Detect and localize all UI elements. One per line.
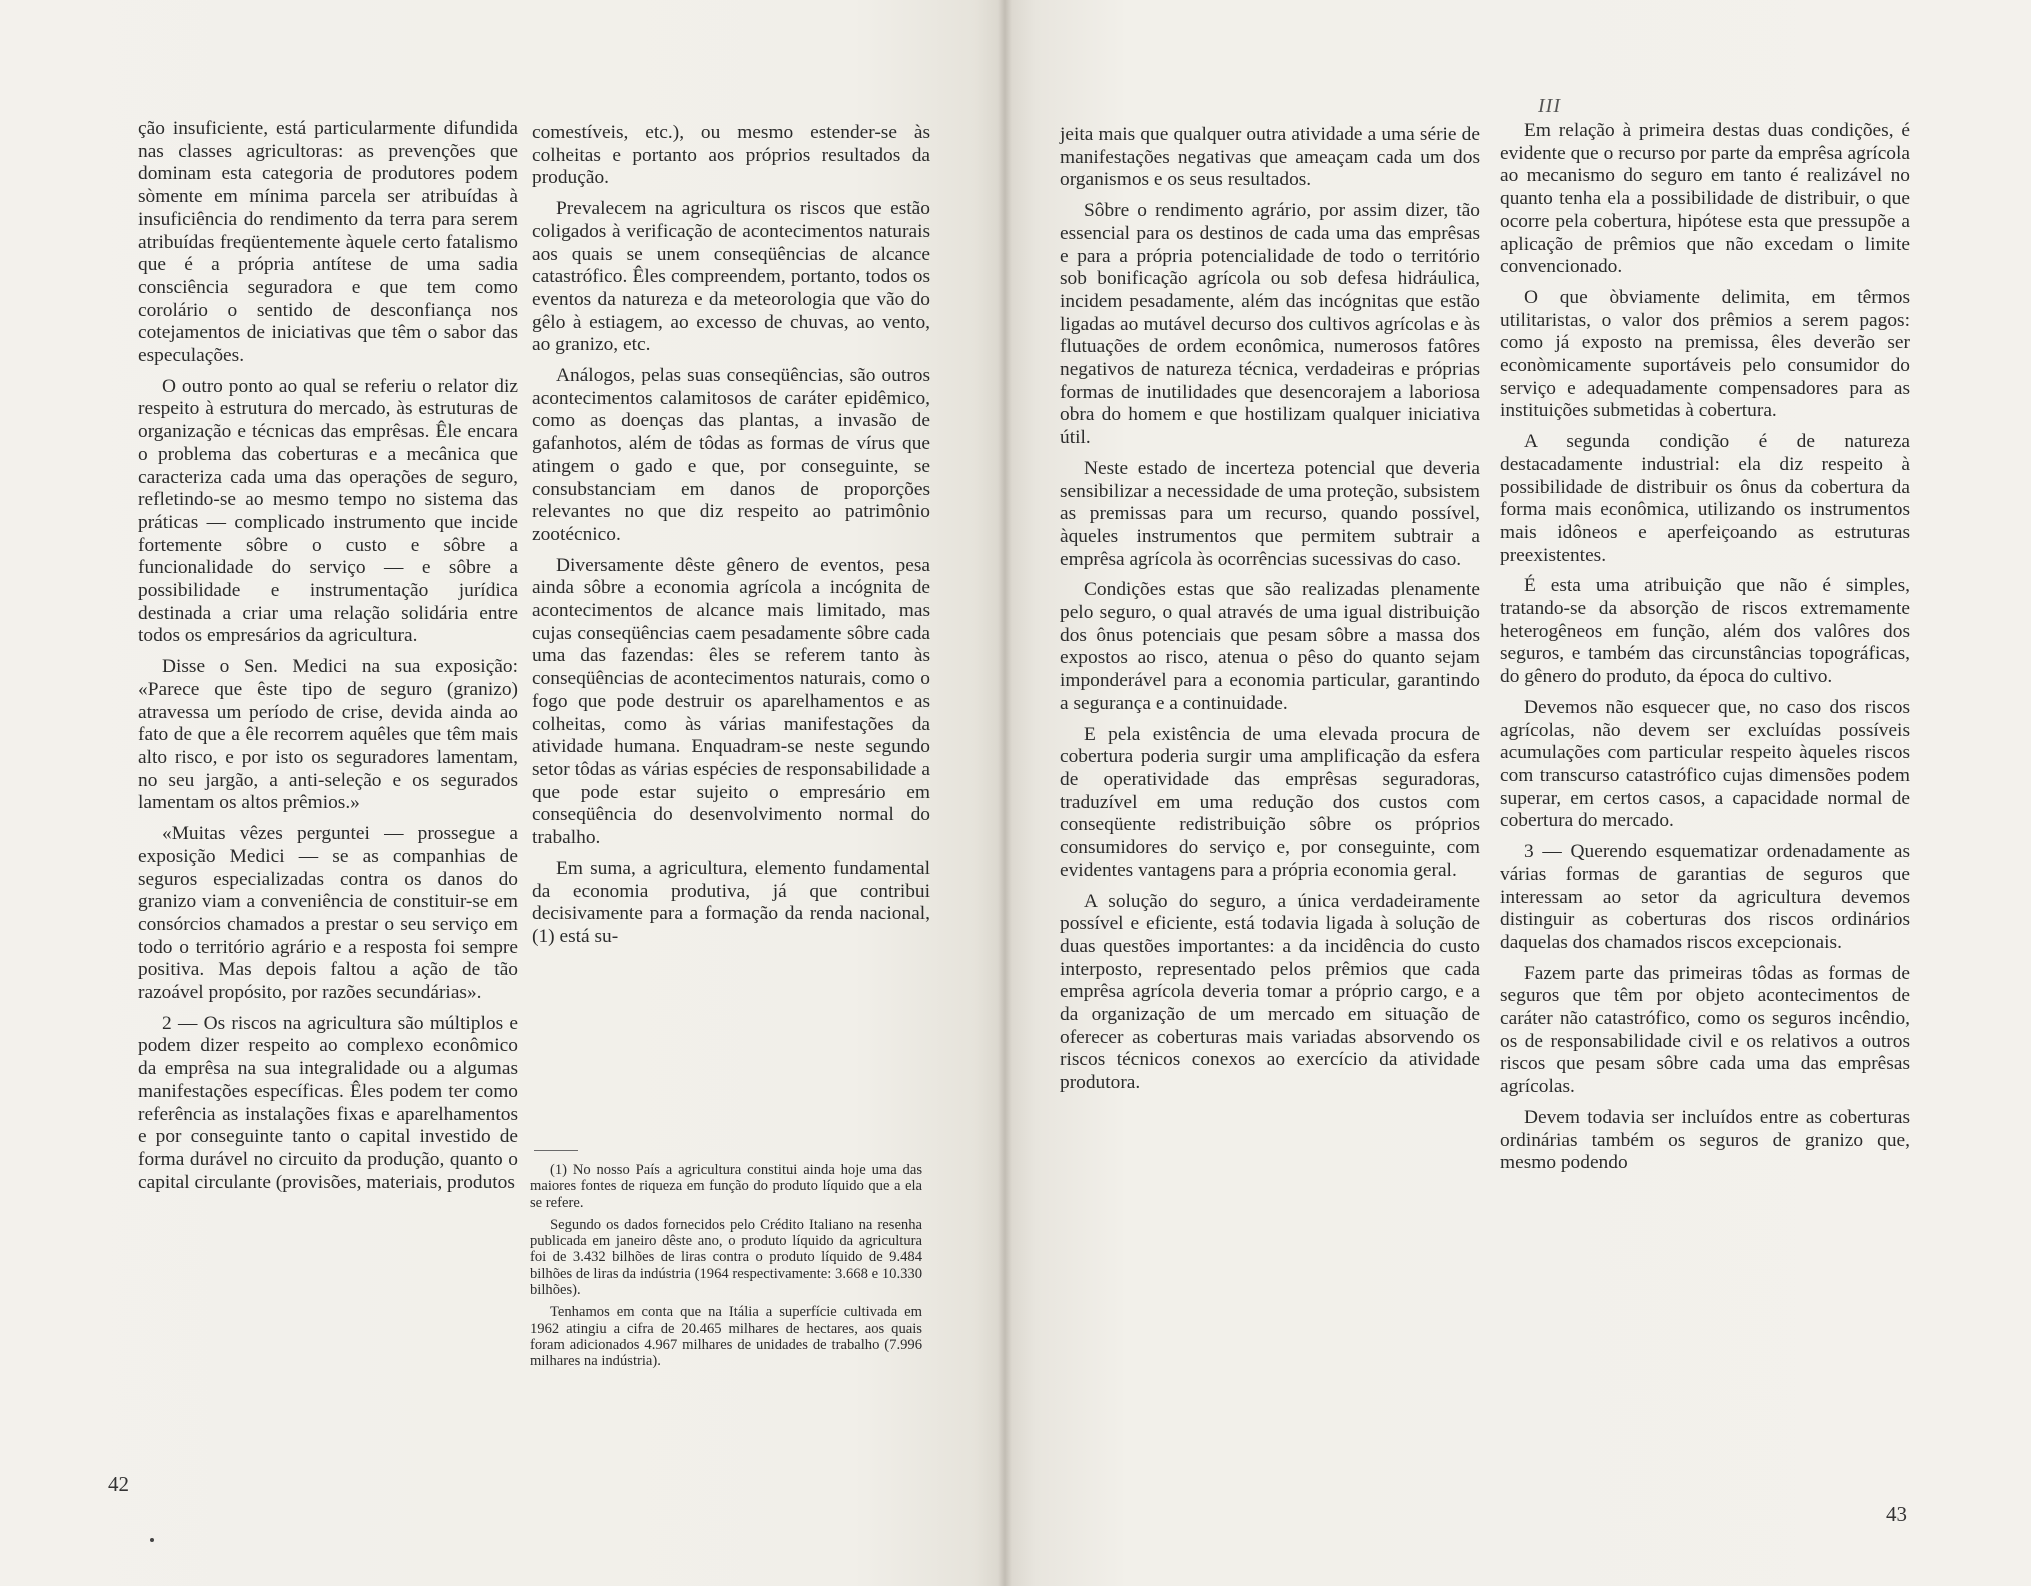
footnote: (1) No nosso País a agricultura constitui ainda hoje uma das maiores fontes de riqueza em função do produto líquido que a ela se refere. [530, 1162, 922, 1211]
paragraph: O que òbviamente delimita, em têrmos utilitaristas, o valor dos prêmios a serem pagos: como já exposto na premissa, êles deverão ser econòmicamente suportáveis pelo consumidor do serviço e adequadamente compensadores para as instituições submetidas à cobertura. [1500, 286, 1910, 422]
paragraph: ção insuficiente, está particularmente difundida nas classes agricultoras: as prevenções que dominam esta categoria de produtores podem sòmente em mínima parcela ser atribuídas à insuficiência do rendimento da terra para serem atribuídas freqüentemente àquele certo fatalismo que é a própria antítese de uma sadia consciência seguradora e que tem como corolário o sentido de desconfiança nos cotejamentos de iniciativas que têm o sabor das especulações. [138, 118, 518, 367]
footnote: Tenhamos em conta que na Itália a superfície cultivada em 1962 atingiu a cifra de 20.465 milhares de hectares, aos quais foram adicionados 4.967 milhares de unidades de trabalho (7.996 milhares na indústria). [530, 1304, 922, 1370]
paragraph: Devemos não esquecer que, no caso dos riscos agrícolas, não devem ser excluídas possíveis acumulações com particular respeito àqueles riscos com transcurso catastrófico cujas dimensões podem superar, em certos casos, a capacidade normal de cobertura do mercado. [1500, 696, 1910, 832]
paragraph: Prevalecem na agricultura os riscos que estão coligados à verificação de acontecimentos naturais aos quais se unem conseqüências de alcance catastrófico. Êles compreendem, portanto, todos os eventos da natureza e da meteorologia que vão do gêlo à estiagem, ao excesso de chuvas, ao vento, ao granizo, etc. [532, 198, 930, 356]
footnote-divider [534, 1150, 578, 1151]
book-gutter [998, 0, 1012, 1586]
page-number-left: 42 [108, 1472, 129, 1496]
footnote: Segundo os dados fornecidos pelo Crédito Italiano na resenha publicada em janeiro dêste ano, o produto líquido da agricultura foi de 3.432 bilhões de liras contra o produto líquido de 9.484 bilhões de liras da indústria (1964 respectivamente: 3.668 e 10.330 bilhões). [530, 1216, 922, 1299]
paragraph: comestíveis, etc.), ou mesmo estender-se às colheitas e portanto aos próprios resultados da produção. [532, 122, 930, 189]
paragraph: Em relação à primeira destas duas condições, é evidente que o recurso por parte da emprêsa agrícola ao mecanismo do seguro em tanto é realizável no quanto tenha ela a possibilidade de distribuir, o que ocorre pela cobertura, hipótese esta que pressupõe a aplicação de prêmios que não excedam o limite convencionado. [1500, 120, 1910, 278]
left-page-column-1 [138, 118, 518, 1194]
paragraph: Neste estado de incerteza potencial que deveria sensibilizar a necessidade de uma proteção, subsistem as premissas para um recurso, quando possível, àqueles instrumentos que permitem subtrair a emprêsa agrícola às ocorrências sucessivas do caso. [1060, 457, 1480, 570]
paragraph: A segunda condição é de natureza destacadamente industrial: ela diz respeito à possibilidade de distribuir os ônus da cobertura da forma mais econômica, utilizando os instrumentos mais idôneos e aperfeiçoando as estruturas preexistentes. [1500, 431, 1910, 566]
margin-pencil-mark: III [1538, 95, 1561, 117]
right-page-column-1 [1060, 124, 1480, 1095]
page-number-right: 43 [1886, 1502, 1907, 1526]
paragraph: Análogos, pelas suas conseqüências, são outros acontecimentos calamitosos de caráter epidêmico, como as doenças das plantas, a invasão de gafanhotos, além de tôdas as formas de vírus que atingem o gado e que, por conseguinte, se consubstanciam em danos de proporções relevantes no que diz respeito ao patrimônio zootécnico. [532, 365, 930, 545]
right-page [1005, 0, 2031, 1586]
paragraph: Diversamente dêste gênero de eventos, pesa ainda sôbre a economia agrícola a incógnita de acontecimentos de alcance mais limitado, mas cujas conseqüências caem pesadamente sôbre cada uma das fazendas: êles se referem tanto às conseqüências de acontecimentos naturais, como o fogo que pode destruir os aparelhamentos e as colheitas, como às várias manifestações da atividade humana. Enquadram-se neste segundo setor tôdas as várias espécies de responsabilidade a que pode estar sujeito o empresário em conseqüência do desenvolvimento normal do trabalho. [532, 554, 930, 849]
left-page-column-2 [532, 122, 930, 949]
paragraph: Em suma, a agricultura, elemento fundamental da economia produtiva, já que contribui decisivamente para a formação da renda nacional, (1) está su- [532, 857, 930, 947]
paragraph: 2 — Os riscos na agricultura são múltiplos e podem dizer respeito ao complexo econômico da emprêsa na sua integralidade ou a algumas manifestações específicas. Êles podem ter como referência as instalações fixas e aparelhamentos e por conseguinte tanto o capital investido de forma durável no circuito da produção, quanto o capital circulante (provisões, materiais, produtos [138, 1012, 518, 1193]
paragraph: jeita mais que qualquer outra atividade a uma série de manifestações negativas que ameaçam cada um dos organismos e os seus resultados. [1060, 124, 1480, 191]
paragraph: Devem todavia ser incluídos entre as coberturas ordinárias também os seguros de granizo que, mesmo podendo [1500, 1106, 1910, 1174]
paragraph: Disse o Sen. Medici na sua exposição: «Parece que êste tipo de seguro (granizo) atravessa um período de crise, devida ainda ao fato de que a êle recorrem aquêles que têm mais alto risco, e por isto os seguradores lamentam, no seu jargão, a anti-seleção e os segurados lamentam os altos prêmios.» [138, 656, 518, 814]
paper-speck [150, 1538, 154, 1542]
right-page-column-2 [1500, 120, 1910, 1175]
left-page [0, 0, 1005, 1586]
paragraph: Sôbre o rendimento agrário, por assim dizer, tão essencial para os destinos de cada uma das emprêsas e para a própria potencialidade de todo o território sob bonificação agrícola ou sob defesa hidráulica, incidem pesadamente, além das incógnitas que estão ligadas ao mutável decurso dos cultivos agrícolas e às flutuações de ordem econômica, numerosos fatôres negativos de natureza técnica, verdadeiras e próprias formas de inutilidades que desencorajem a laboriosa obra do homem e que hostilizam qualquer iniciativa útil. [1060, 200, 1480, 449]
paragraph: E pela existência de uma elevada procura de cobertura poderia surgir uma amplificação da esfera de operatividade das emprêsas seguradoras, traduzível em uma redução dos custos com conseqüente redistribuição sôbre os próprios consumidores do serviço e, por conseguinte, com evidentes vantagens para a própria economia geral. [1060, 723, 1480, 881]
paragraph: É esta uma atribuição que não é simples, tratando-se da absorção de riscos extremamente heterogêneos em função, além dos valôres dos seguros, e também das circunstâncias topográficas, do gênero do produto, da época do cultivo. [1500, 575, 1910, 688]
paragraph: Fazem parte das primeiras tôdas as formas de seguros que têm por objeto acontecimentos de caráter não catastrófico, como os seguros incêndio, os de responsabilidade civil e os relativos a outros riscos que pesam sôbre cada uma das emprêsas agrícolas. [1500, 962, 1910, 1098]
paragraph: O outro ponto ao qual se referiu o relator diz respeito à estrutura do mercado, às estruturas de organização e técnicas das emprêsas. Êle encara o problema das coberturas e a mecânica que caracteriza cada uma das operações de seguro, refletindo-se ao mesmo tempo no sistema das práticas — complicado instrumento que incide fortemente sôbre o custo e sôbre a funcionalidade do serviço — e sôbre a possibilidade e instrumentação jurídica destinada a criar uma relação solidária entre todos os empresários da agricultura. [138, 375, 518, 647]
paragraph: Condições estas que são realizadas plenamente pelo seguro, o qual através de uma igual distribuição dos ônus potenciais que pesam sôbre a massa dos expostos ao risco, atenua o pêso do quanto sejam imponderável para a economia particular, garantindo a segurança e a continuidade. [1060, 579, 1480, 714]
paragraph: A solução do seguro, a única verdadeiramente possível e eficiente, está todavia ligada à solução de duas questões importantes: a da incidência do custo interposto, representado pelos prêmios que cada emprêsa agrícola deveria tomar a próprio cargo, e a da organização de um mercado em situação de oferecer as coberturas mais variadas absorvendo os riscos técnicos conexos ao exercício da atividade produtora. [1060, 890, 1480, 1094]
footnotes [530, 1162, 922, 1376]
paragraph: «Muitas vêzes perguntei — prossegue a exposição Medici — se as companhias de seguros especializadas contra os danos do granizo viam a conveniência de constituir-se em consórcios chamados a prestar o seu serviço em todo o território agrário e a resposta foi sempre positiva. Mas depois faltou a ação de tão razoável propósito, por razões secundárias». [138, 823, 518, 1004]
paragraph: 3 — Querendo esquematizar ordenadamente as várias formas de garantias de seguros que interessam ao setor da agricultura devemos distinguir as coberturas dos riscos ordinários daquelas dos chamados riscos excepcionais. [1500, 841, 1910, 953]
